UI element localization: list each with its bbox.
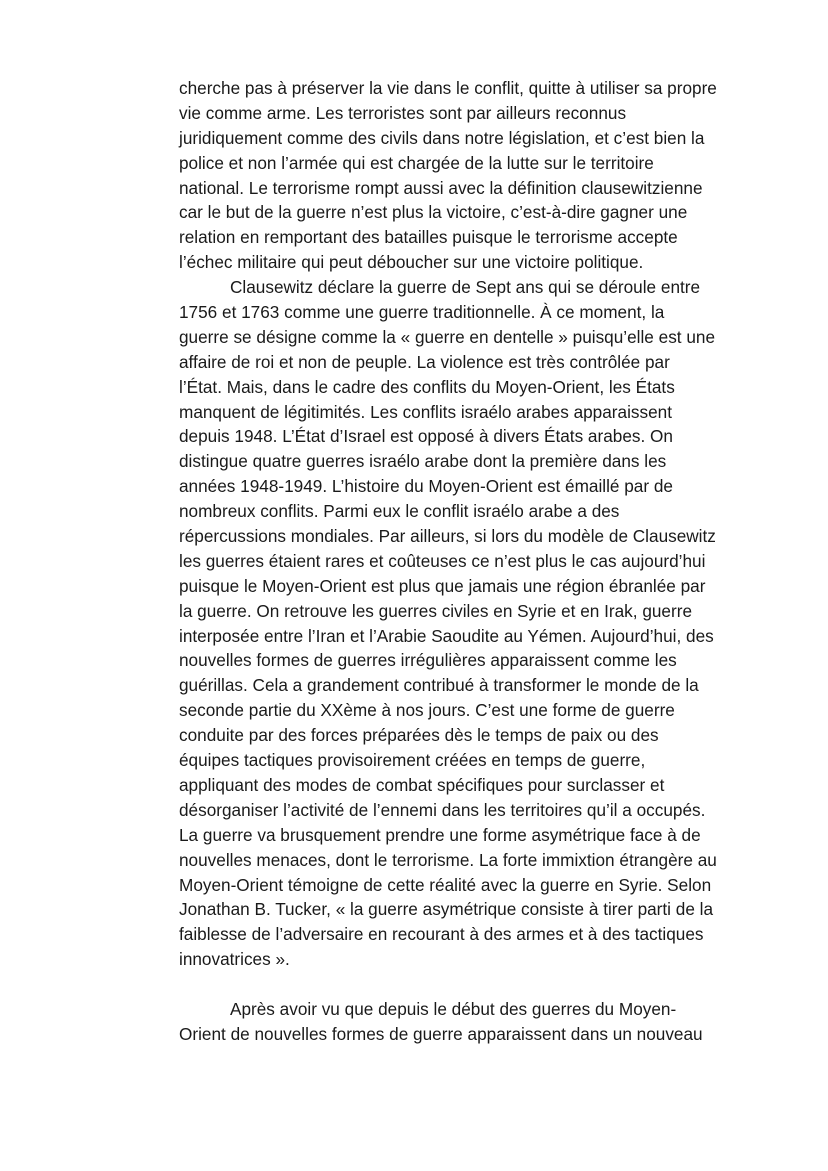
- text-line: années 1948-1949. L’histoire du Moyen-Orient est émaillé par de: [179, 476, 673, 497]
- text-line: guérillas. Cela a grandement contribué à transformer le monde de la: [179, 675, 699, 696]
- paragraph-spacer: [179, 972, 759, 997]
- paragraph-2: [179, 275, 759, 972]
- text-line: Clausewitz déclare la guerre de Sept ans qui se déroule entre: [230, 277, 701, 298]
- document-body: [179, 76, 759, 1047]
- text-line: depuis 1948. L’État d’Israel est opposé à divers États arabes. On: [179, 426, 673, 447]
- text-line: national. Le terrorisme rompt aussi avec la définition clausewitzienne: [179, 177, 703, 198]
- paragraph-3: [179, 997, 759, 1047]
- text-line: équipes tactiques provisoirement créées en temps de guerre,: [179, 750, 646, 771]
- text-line: police et non l’armée qui est chargée de la lutte sur le territoire: [179, 152, 654, 173]
- text-line: nouvelles menaces, dont le terrorisme. La forte immixtion étrangère au: [179, 849, 717, 870]
- text-line: faiblesse de l’adversaire en recourant à des armes et à des tactiques: [179, 924, 704, 945]
- text-line: appliquant des modes de combat spécifiques pour surclasser et: [179, 774, 665, 795]
- text-line: juridiquement comme des civils dans notre législation, et c’est bien la: [179, 127, 705, 148]
- text-line: les guerres étaient rares et coûteuses ce n’est plus le cas aujourd’hui: [179, 550, 706, 571]
- text-line: innovatrices ».: [179, 949, 290, 970]
- text-line: Orient de nouvelles formes de guerre apparaissent dans un nouveau: [179, 1023, 703, 1044]
- text-line: guerre se désigne comme la « guerre en dentelle » puisqu’elle est une: [179, 326, 716, 347]
- text-line: seconde partie du XXème à nos jours. C’est une forme de guerre: [179, 700, 675, 721]
- text-line: vie comme arme. Les terroristes sont par ailleurs reconnus: [179, 102, 627, 123]
- text-line: l’échec militaire qui peut déboucher sur une victoire politique.: [179, 252, 644, 273]
- text-line: 1756 et 1763 comme une guerre traditionnelle. À ce moment, la: [179, 302, 665, 323]
- paragraph-1: [179, 76, 759, 275]
- text-line: Moyen-Orient témoigne de cette réalité avec la guerre en Syrie. Selon: [179, 874, 712, 895]
- text-line: affaire de roi et non de peuple. La violence est très contrôlée par: [179, 351, 670, 372]
- text-line: relation en remportant des batailles puisque le terrorisme accepte: [179, 227, 678, 248]
- text-line: nombreux conflits. Parmi eux le conflit israélo arabe a des: [179, 501, 620, 522]
- text-line: Jonathan B. Tucker, « la guerre asymétrique consiste à tirer parti de la: [179, 899, 714, 920]
- text-line: répercussions mondiales. Par ailleurs, si lors du modèle de Clausewitz: [179, 526, 716, 547]
- text-line: nouvelles formes de guerres irrégulières apparaissent comme les: [179, 650, 677, 671]
- text-line: la guerre. On retrouve les guerres civiles en Syrie et en Irak, guerre: [179, 600, 692, 621]
- text-line: conduite par des forces préparées dès le temps de paix ou des: [179, 725, 659, 746]
- text-line: interposée entre l’Iran et l’Arabie Saoudite au Yémen. Aujourd’hui, des: [179, 625, 714, 646]
- text-line: La guerre va brusquement prendre une forme asymétrique face à de: [179, 824, 701, 845]
- text-line: désorganiser l’activité de l’ennemi dans les territoires qu’il a occupés.: [179, 799, 706, 820]
- text-line: puisque le Moyen-Orient est plus que jamais une région ébranlée par: [179, 575, 706, 596]
- text-line: car le but de la guerre n’est plus la victoire, c’est-à-dire gagner une: [179, 202, 688, 223]
- text-line: distingue quatre guerres israélo arabe dont la première dans les: [179, 451, 667, 472]
- text-line: Après avoir vu que depuis le début des guerres du Moyen-: [230, 998, 677, 1019]
- text-line: cherche pas à préserver la vie dans le conflit, quitte à utiliser sa propre: [179, 78, 717, 98]
- text-line: manquent de légitimités. Les conflits israélo arabes apparaissent: [179, 401, 672, 422]
- text-line: l’État. Mais, dans le cadre des conflits du Moyen-Orient, les États: [179, 376, 675, 397]
